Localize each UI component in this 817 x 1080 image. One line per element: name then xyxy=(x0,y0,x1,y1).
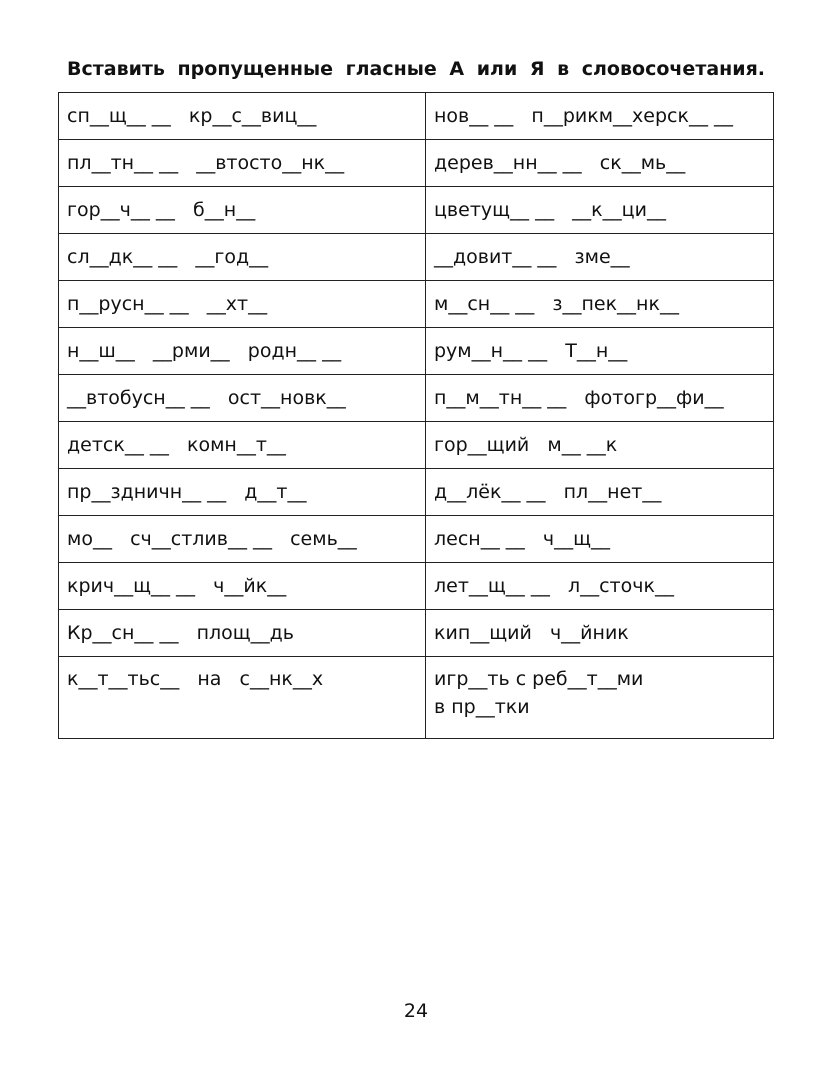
table-row xyxy=(59,140,774,187)
table-row xyxy=(59,93,774,140)
right-cell: рум__н__ __ Т__н__ xyxy=(426,328,774,375)
right-cell: цветущ__ __ __к__ци__ xyxy=(426,187,774,234)
left-cell: п__русн__ __ __хт__ xyxy=(59,281,426,328)
left-cell: __втобусн__ __ ост__новк__ xyxy=(59,375,426,422)
left-cell: гор__ч__ __ б__н__ xyxy=(59,187,426,234)
page-title: Вставить пропущенные гласные А или Я в словосочетания. xyxy=(66,58,766,80)
left-cell: детск__ __ комн__т__ xyxy=(59,422,426,469)
right-cell: м__сн__ __ з__пек__нк__ xyxy=(426,281,774,328)
table-row xyxy=(59,610,774,657)
left-cell: н__ш__ __рми__ родн__ __ xyxy=(59,328,426,375)
table-row xyxy=(59,657,774,739)
right-cell: д__лёк__ __ пл__нет__ xyxy=(426,469,774,516)
left-cell: сл__дк__ __ __год__ xyxy=(59,234,426,281)
right-cell: лет__щ__ __ л__сточк__ xyxy=(426,563,774,610)
page-number: 24 xyxy=(403,1000,429,1022)
exercise-table xyxy=(58,92,774,739)
left-cell: крич__щ__ __ ч__йк__ xyxy=(59,563,426,610)
table-row xyxy=(59,375,774,422)
left-cell: Кр__сн__ __ площ__дь xyxy=(59,610,426,657)
table-row xyxy=(59,563,774,610)
right-cell: дерев__нн__ __ ск__мь__ xyxy=(426,140,774,187)
right-cell: п__м__тн__ __ фотогр__фи__ xyxy=(426,375,774,422)
right-cell: лесн__ __ ч__щ__ xyxy=(426,516,774,563)
table-row xyxy=(59,187,774,234)
table-row xyxy=(59,516,774,563)
right-cell: гор__щий м__ __к xyxy=(426,422,774,469)
table-row xyxy=(59,469,774,516)
left-cell: пл__тн__ __ __втосто__нк__ xyxy=(59,140,426,187)
table-row xyxy=(59,281,774,328)
right-cell: игр__ть с реб__т__ми в пр__тки xyxy=(426,657,774,739)
right-cell: нов__ __ п__рикм__херск__ __ xyxy=(426,93,774,140)
table-row xyxy=(59,422,774,469)
left-cell: пр__здничн__ __ д__т__ xyxy=(59,469,426,516)
right-cell: кип__щий ч__йник xyxy=(426,610,774,657)
left-cell: мо__ сч__стлив__ __ семь__ xyxy=(59,516,426,563)
table-row xyxy=(59,234,774,281)
left-cell: сп__щ__ __ кр__с__виц__ xyxy=(59,93,426,140)
right-cell: __довит__ __ зме__ xyxy=(426,234,774,281)
table-row xyxy=(59,328,774,375)
left-cell: к__т__тьс__ на с__нк__х xyxy=(59,657,426,739)
